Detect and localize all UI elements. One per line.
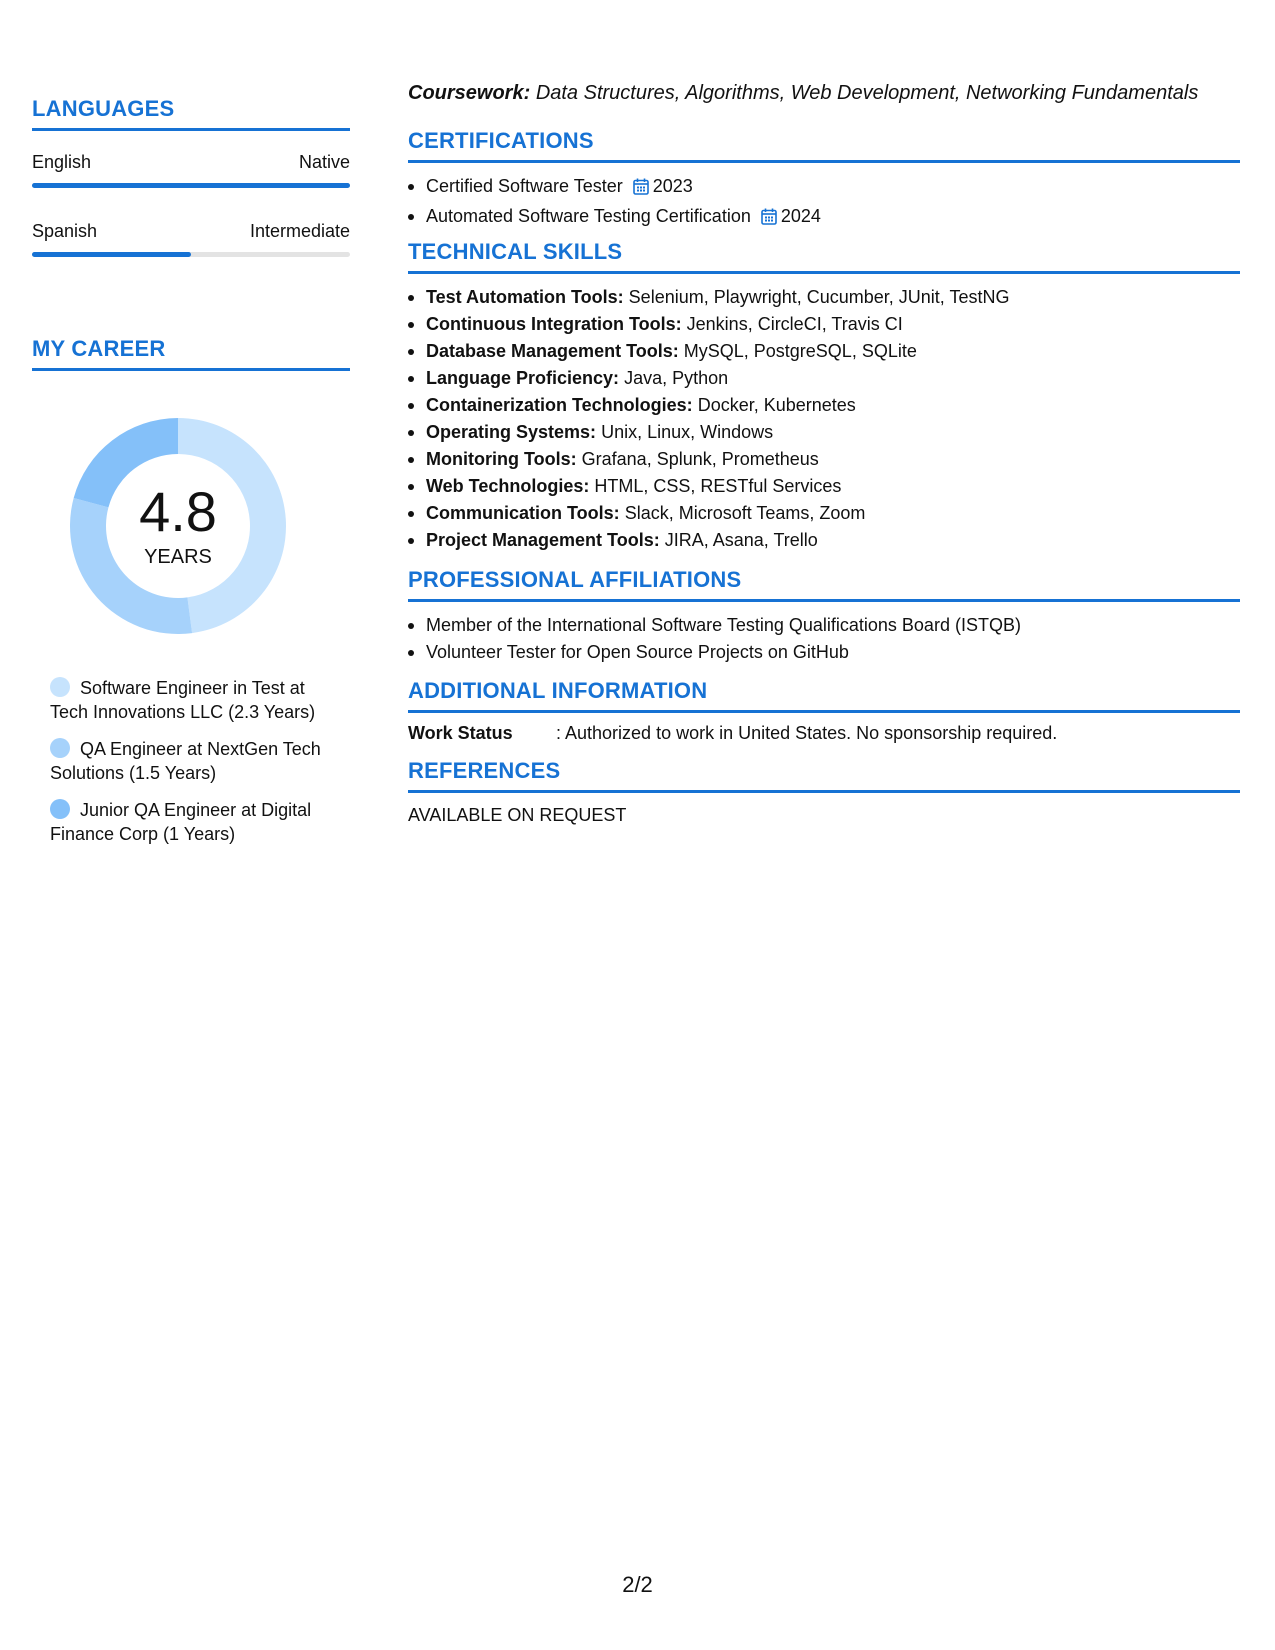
skill-item [408, 392, 1240, 419]
career-heading: MY CAREER [32, 336, 350, 371]
additional-info-section [408, 678, 1240, 744]
language-proficiency-fill [32, 252, 191, 257]
skill-value: Slack, Microsoft Teams, Zoom [624, 503, 866, 523]
certification-item [408, 173, 1240, 203]
career-legend-item [50, 737, 340, 785]
certification-year: 2024 [780, 206, 821, 226]
affiliation-item: Volunteer Tester for Open Source Projects on GitHub [408, 639, 1240, 666]
affiliations-heading: PROFESSIONAL AFFILIATIONS [408, 567, 1240, 602]
references-section [408, 758, 1240, 826]
language-item-spanish [32, 221, 350, 257]
work-status-value: : Authorized to work in United States. No sponsorship required. [556, 723, 1058, 743]
skill-item [408, 311, 1240, 338]
affiliations-list [408, 612, 1240, 666]
skill-value: Unix, Linux, Windows [601, 422, 774, 442]
career-entry-label: QA Engineer at NextGen Tech Solutions (1.5 Years) [50, 739, 321, 783]
language-proficiency-fill [32, 183, 350, 188]
calendar-icon [633, 176, 649, 203]
skill-value: Java, Python [624, 368, 729, 388]
career-entry-label: Junior QA Engineer at Digital Finance Corp (1 Years) [50, 800, 312, 844]
skill-value: Jenkins, CircleCI, Travis CI [686, 314, 903, 334]
languages-heading: LANGUAGES [32, 96, 350, 131]
skill-item [408, 419, 1240, 446]
career-total-years: 4.8 [139, 479, 217, 543]
certifications-list [408, 173, 1240, 233]
language-proficiency-bar [32, 183, 350, 188]
career-legend-item [50, 676, 340, 724]
affiliation-item: Member of the International Software Testing Qualifications Board (ISTQB) [408, 612, 1240, 639]
certifications-heading: CERTIFICATIONS [408, 128, 1240, 163]
skill-item [408, 446, 1240, 473]
skill-label: Operating Systems: [426, 422, 597, 442]
skill-label: Language Proficiency: [426, 368, 620, 388]
certification-year: 2023 [652, 176, 693, 196]
skill-item [408, 338, 1240, 365]
career-donut-chart [66, 414, 290, 638]
skill-label: Containerization Technologies: [426, 395, 693, 415]
skill-item [408, 365, 1240, 392]
skill-item [408, 500, 1240, 527]
legend-color-dot [50, 677, 70, 697]
technical-skills-section [408, 239, 1240, 554]
language-level: Native [298, 152, 350, 172]
skill-label: Continuous Integration Tools: [426, 314, 682, 334]
skill-label: Communication Tools: [426, 503, 620, 523]
language-name: Spanish [32, 221, 98, 241]
skill-label: Test Automation Tools: [426, 287, 624, 307]
donut-center [66, 414, 290, 638]
career-legend-item [50, 798, 340, 846]
language-name: English [32, 152, 92, 172]
career-legend [50, 676, 340, 859]
skill-value: HTML, CSS, RESTful Services [594, 476, 842, 496]
coursework-text: Data Structures, Algorithms, Web Development, Networking Fundamentals [535, 82, 1199, 104]
language-level: Intermediate [249, 221, 350, 241]
skill-item [408, 527, 1240, 554]
skill-label: Database Management Tools: [426, 341, 679, 361]
skill-value: Grafana, Splunk, Prometheus [581, 449, 819, 469]
coursework-label: Coursework: [408, 82, 531, 104]
skill-item [408, 473, 1240, 500]
affiliations-section [408, 567, 1240, 666]
certification-name: Certified Software Tester [426, 176, 623, 196]
certification-name: Automated Software Testing Certification [426, 206, 751, 226]
additional-info-heading: ADDITIONAL INFORMATION [408, 678, 1240, 713]
calendar-icon [761, 206, 777, 233]
page-number: 2/2 [622, 1572, 653, 1597]
career-entry-label: Software Engineer in Test at Tech Innovations LLC (2.3 Years) [50, 678, 316, 722]
coursework-line [408, 82, 1240, 105]
language-proficiency-bar [32, 252, 350, 257]
work-status-label: Work Status [408, 723, 513, 743]
legend-color-dot [50, 799, 70, 819]
language-item-english [32, 152, 350, 188]
skill-label: Web Technologies: [426, 476, 590, 496]
skill-item [408, 284, 1240, 311]
references-heading: REFERENCES [408, 758, 1240, 793]
skill-label: Monitoring Tools: [426, 449, 577, 469]
references-text: AVAILABLE ON REQUEST [408, 805, 627, 825]
work-status-row [408, 723, 1240, 744]
technical-skills-heading: TECHNICAL SKILLS [408, 239, 1240, 274]
legend-color-dot [50, 738, 70, 758]
technical-skills-list [408, 284, 1240, 554]
skill-label: Project Management Tools: [426, 530, 660, 550]
skill-value: JIRA, Asana, Trello [664, 530, 818, 550]
skill-value: Selenium, Playwright, Cucumber, JUnit, TestNG [628, 287, 1010, 307]
career-total-unit: YEARS [144, 545, 212, 568]
skill-value: MySQL, PostgreSQL, SQLite [683, 341, 917, 361]
certifications-section [408, 128, 1240, 233]
certification-item [408, 203, 1240, 233]
skill-value: Docker, Kubernetes [697, 395, 856, 415]
